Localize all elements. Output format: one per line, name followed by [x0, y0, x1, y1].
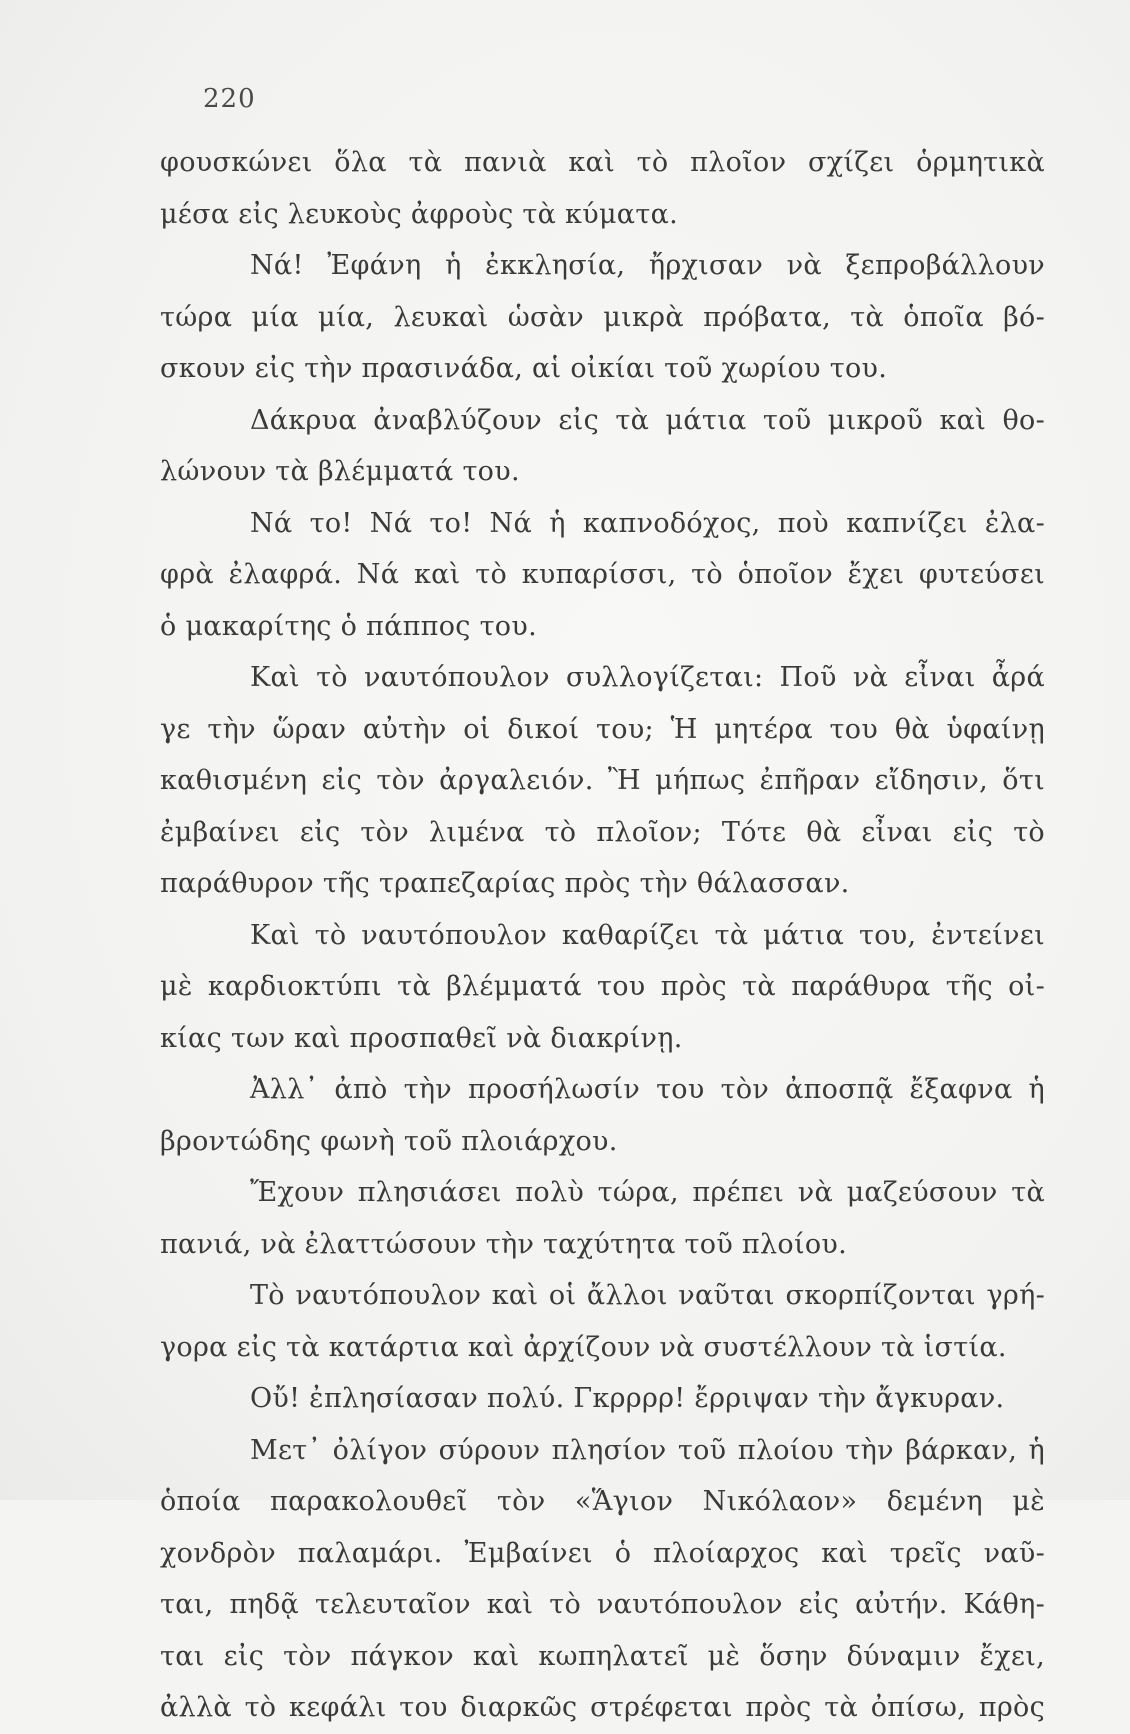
text-line: ται εἰς τὸν πάγκον καὶ κωπηλατεῖ μὲ ὅσην δύναμιν ἔχει, — [160, 1640, 1045, 1672]
text-line: μέσα εἰς λευκοὺς ἀφροὺς τὰ κύματα. — [160, 198, 678, 230]
text-line: μὲ καρδιοκτύπι τὰ βλέμματά του πρὸς τὰ παράθυρα τῆς οἰ- — [160, 971, 1045, 1002]
text-line: παράθυρον τῆς τραπεζαρίας πρὸς τὴν θάλασσαν. — [160, 868, 850, 899]
text-line: Ἀλλ᾽ ἀπὸ τὴν προσήλωσίν του τὸν ἀποσπᾷ ἔξαφνα ἡ — [250, 1074, 1045, 1105]
text-line: Καὶ τὸ ναυτόπουλον συλλογίζεται: Ποῦ νὰ εἶναι ἆρά — [250, 662, 1045, 693]
text-line: Μετ᾽ ὀλίγον σύρουν πλησίον τοῦ πλοίου τὴν βάρκαν, ἡ — [250, 1434, 1045, 1466]
text-line: σκουν εἰς τὴν πρασινάδα, αἱ οἰκίαι τοῦ χωρίου του. — [160, 353, 888, 384]
text-line: φρὰ ἐλαφρά. Νά καὶ τὸ κυπαρίσσι, τὸ ὁποῖον ἔχει φυτεύσει — [160, 559, 1045, 590]
text-line: Νά! Ἐφάνη ἡ ἐκκλησία, ἤρχισαν νὰ ξεπροβάλλουν — [250, 250, 1045, 281]
body-text — [160, 137, 1045, 1734]
text-line: Τὸ ναυτόπουλον καὶ οἱ ἄλλοι ναῦται σκορπίζονται γρή- — [250, 1280, 1045, 1311]
text-line: Νά το! Νά το! Νά ἡ καπνοδόχος, ποὺ καπνίζει ἐλα- — [250, 507, 1045, 539]
text-line: καθισμένη εἰς τὸν ἀργαλειόν. Ἢ μήπως ἐπῆραν εἴδησιν, ὅτι — [160, 765, 1045, 796]
text-line: ὁποία παρακολουθεῖ τὸν «Ἅγιον Νικόλαον» δεμένη μὲ — [160, 1486, 1045, 1517]
text-line: Καὶ τὸ ναυτόπουλον καθαρίζει τὰ μάτια του, ἐντείνει — [250, 919, 1045, 951]
text-line: Ἔχουν πλησιάσει πολὺ τώρα, πρέπει νὰ μαζεύσουν τὰ — [250, 1177, 1045, 1208]
text-line: χονδρὸν παλαμάρι. Ἐμβαίνει ὁ πλοίαρχος καὶ τρεῖς ναῦ- — [160, 1537, 1045, 1569]
page-number: 220 — [203, 84, 256, 114]
text-line: φουσκώνει ὅλα τὰ πανιὰ καὶ τὸ πλοῖον σχίζει ὁρμητικὰ — [160, 147, 1045, 178]
text-line: γε τὴν ὥραν αὐτὴν οἱ δικοί του; Ἡ μητέρα του θὰ ὑφαίνῃ — [160, 713, 1045, 745]
text-line: γορα εἰς τὰ κατάρτια καὶ ἀρχίζουν νὰ συστέλλουν τὰ ἱστία. — [160, 1331, 1007, 1363]
text-line: τώρα μία μία, λευκαὶ ὡσὰν μικρὰ πρόβατα, τὰ ὁποῖα βό- — [160, 301, 1045, 333]
text-line: ται, πηδᾷ τελευταῖον καὶ τὸ ναυτόπουλον εἰς αὐτήν. Κάθη- — [160, 1589, 1045, 1620]
text-line: πανιά, νὰ ἐλαττώσουν τὴν ταχύτητα τοῦ πλοίου. — [160, 1228, 847, 1260]
text-line: Οὔ! ἐπλησίασαν πολύ. Γκρρρρ! ἔρριψαν τὴν ἄγκυραν. — [250, 1383, 1005, 1414]
text-line: ὁ μακαρίτης ὁ πάππος του. — [160, 610, 537, 642]
text-line: ἀλλὰ τὸ κεφάλι του διαρκῶς στρέφεται πρὸς τὰ ὀπίσω, πρὸς — [160, 1692, 1045, 1723]
text-line: κίας των καὶ προσπαθεῖ νὰ διακρίνῃ. — [160, 1022, 683, 1054]
text-line: ἐμβαίνει εἰς τὸν λιμένα τὸ πλοῖον; Τότε θὰ εἶναι εἰς τὸ — [160, 816, 1045, 848]
text-line: λώνουν τὰ βλέμματά του. — [160, 456, 520, 487]
text-line: βροντώδης φωνὴ τοῦ πλοιάρχου. — [160, 1125, 618, 1157]
text-line: Δάκρυα ἀναβλύζουν εἰς τὰ μάτια τοῦ μικροῦ καὶ θο- — [250, 404, 1045, 436]
